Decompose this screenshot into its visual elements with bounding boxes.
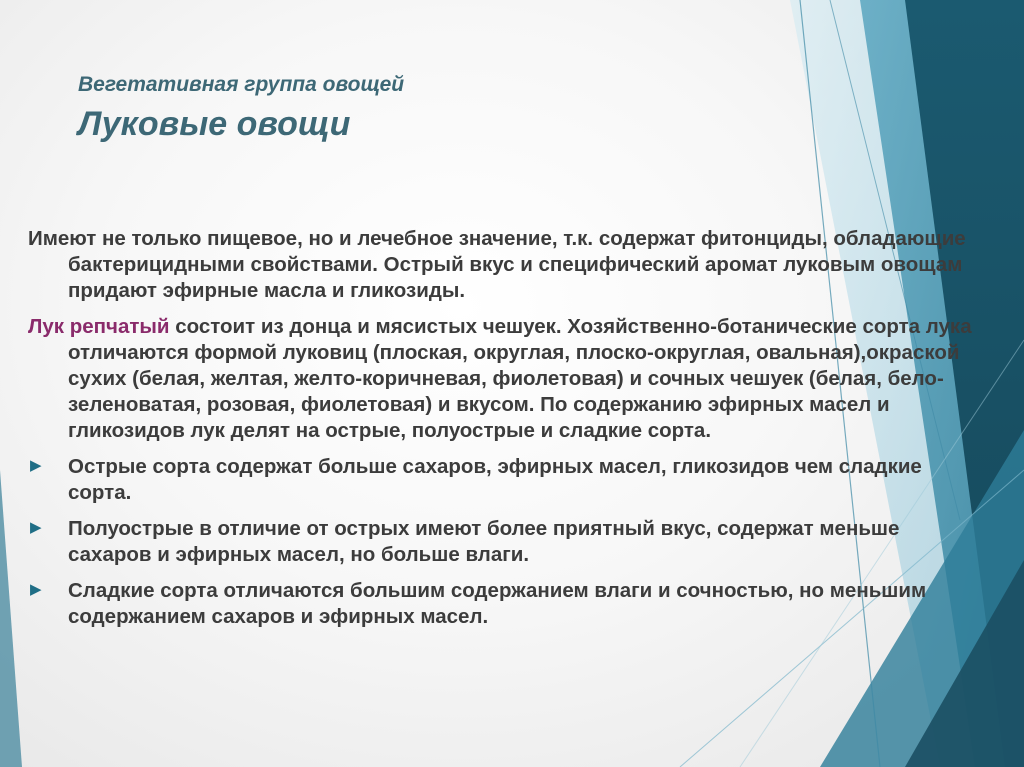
highlight-bulb-onion: Лук репчатый	[28, 315, 170, 338]
bullet-text: Полуострые в отличие от острых имеют более приятный вкус, содержат меньше сахаров и эфирных масел, но больше влаги.	[68, 517, 900, 566]
paragraph-onion-properties: Имеют не только пищевое, но и лечебное значение, т.к. содержат фитонциды, обладающие бактерицидными свойствами. Острый вкус и специфический аромат луковым овощам придают эфирные масла и гликозиды.	[28, 227, 966, 302]
bullet-item	[28, 578, 978, 630]
slide-body	[28, 226, 978, 640]
slide-title: Луковые овощи	[78, 105, 351, 143]
slide-subtitle: Вегетативная группа овощей	[78, 73, 405, 96]
bullet-text: Острые сорта содержат больше сахаров, эфирных масел, гликозидов чем сладкие сорта.	[68, 455, 922, 504]
bullet-item	[28, 454, 978, 506]
paragraph-bulb-onion-text: состоит из донца и мясистых чешуек. Хозяйственно-ботанические сорта лука отличаются формой луковиц (плоская, округлая, плоско-округлая, овальная),окраской сухих (белая, желтая, желто-коричневая, фиолетовая) и сочных чешуек (белая, бело-зеленоватая, розовая, фиолетовая) и вкусом. По содержанию эфирных масел и гликозидов лук делят на острые, полуострые и сладкие сорта.	[68, 315, 972, 442]
bullet-arrow-icon: ▶	[30, 581, 42, 598]
bullet-item	[28, 516, 978, 568]
title-block	[78, 70, 404, 146]
bullet-arrow-icon: ▶	[30, 457, 42, 474]
bullet-text: Сладкие сорта отличаются большим содержанием влаги и сочностью, но меньшим содержанием сахаров и эфирных масел.	[68, 579, 927, 628]
bullet-arrow-icon: ▶	[30, 519, 42, 536]
left-edge-shape	[0, 470, 22, 767]
paragraph-bulb-onion	[28, 314, 978, 444]
